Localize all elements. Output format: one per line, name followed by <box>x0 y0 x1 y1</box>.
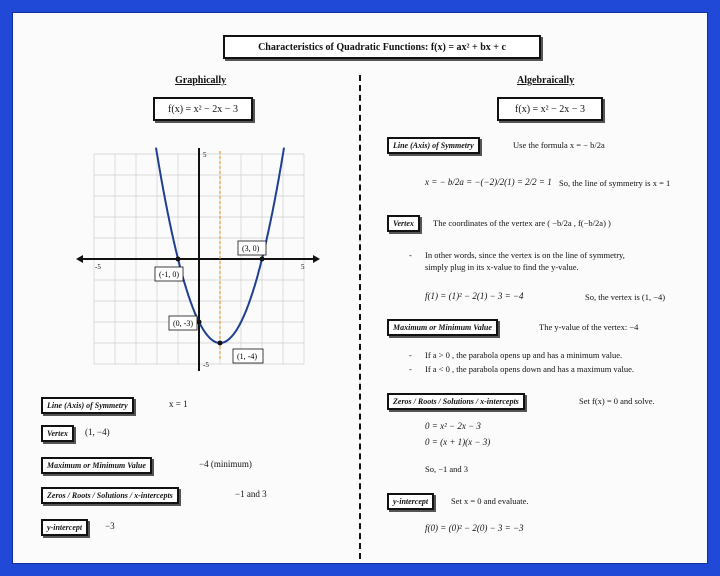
point-left-zero <box>176 257 181 262</box>
axis-label-left: -5 <box>95 263 101 271</box>
left-symmetry-value: x = 1 <box>169 399 188 409</box>
right-symmetry-calc: x = − b/2a = −(−2)/2(1) = 2/2 = 1 <box>425 177 552 187</box>
x-axis-left-arrow <box>76 255 83 263</box>
label-vertex: (1, -4) <box>237 352 257 361</box>
point-vertex <box>218 341 223 346</box>
left-zeros-value: −1 and 3 <box>235 489 267 499</box>
right-vertex-label: Vertex <box>387 215 420 232</box>
label-y-intercept: (0, -3) <box>173 319 193 328</box>
right-vertex-bullet-cont: simply plug in its x-value to find the y-value. <box>425 262 579 272</box>
left-heading: Graphically <box>175 75 227 86</box>
label-right-zero: (3, 0) <box>242 244 260 253</box>
x-axis-right-arrow <box>313 255 320 263</box>
right-symmetry-label: Line (Axis) of Symmetry <box>387 137 480 154</box>
right-maxmin-bullet-2: - If a < 0 , the parabola opens down and has a maximum value. <box>425 363 634 375</box>
right-zeros-result: So, −1 and 3 <box>425 464 469 474</box>
left-maxmin-label: Maximum or Minimum Value <box>41 457 152 474</box>
right-heading: Algebraically <box>517 75 575 86</box>
label-left-zero: (-1, 0) <box>159 270 179 279</box>
parabola-graph <box>73 143 323 373</box>
right-symmetry-text: Use the formula x = − b/2a <box>513 140 605 150</box>
right-yint-label: y-intercept <box>387 493 434 510</box>
right-vertex-calc: f(1) = (1)² − 2(1) − 3 = −4 <box>425 291 524 301</box>
point-right-zero <box>260 257 265 262</box>
column-divider <box>359 75 361 559</box>
page-title: Characteristics of Quadratic Functions: f(x) = ax² + bx + c <box>223 35 541 59</box>
right-zeros-eq1: 0 = x² − 2x − 3 <box>425 421 481 431</box>
left-yint-value: −3 <box>105 521 115 531</box>
right-function-box: f(x) = x² − 2x − 3 <box>497 97 603 121</box>
right-zeros-label: Zeros / Roots / Solutions / x-intercepts <box>387 393 525 410</box>
left-yint-label: y-intercept <box>41 519 88 536</box>
axis-label-bottom: -5 <box>203 361 209 369</box>
right-vertex-text: The coordinates of the vertex are ( −b/2a , f(−b/2a) ) <box>433 218 611 228</box>
right-yint-text: Set x = 0 and evaluate. <box>451 496 529 506</box>
right-zeros-text: Set f(x) = 0 and solve. <box>579 396 655 406</box>
axis-label-right: 5 <box>301 263 305 271</box>
right-maxmin-bullet-1: - If a > 0 , the parabola opens up and has a minimum value. <box>425 349 622 361</box>
left-zeros-label: Zeros / Roots / Solutions / x-intercepts <box>41 487 179 504</box>
right-zeros-eq2: 0 = (x + 1)(x − 3) <box>425 437 491 447</box>
left-maxmin-value: −4 (minimum) <box>199 459 252 469</box>
right-symmetry-result: So, the line of symmetry is x = 1 <box>559 178 671 188</box>
left-vertex-label: Vertex <box>41 425 74 442</box>
left-vertex-value: (1, −4) <box>85 427 110 437</box>
right-vertex-result: So, the vertex is (1, −4) <box>585 292 666 302</box>
left-function-box: f(x) = x² − 2x − 3 <box>153 97 253 121</box>
right-maxmin-label: Maximum or Minimum Value <box>387 319 498 336</box>
worksheet <box>12 12 708 564</box>
axis-label-top: 5 <box>203 151 207 159</box>
right-vertex-bullet: - In other words, since the vertex is on the line of symmetry, <box>425 249 625 261</box>
left-symmetry-label: Line (Axis) of Symmetry <box>41 397 134 414</box>
right-maxmin-text: The y-value of the vertex: −4 <box>539 322 639 332</box>
right-yint-calc: f(0) = (0)² − 2(0) − 3 = −3 <box>425 523 524 533</box>
